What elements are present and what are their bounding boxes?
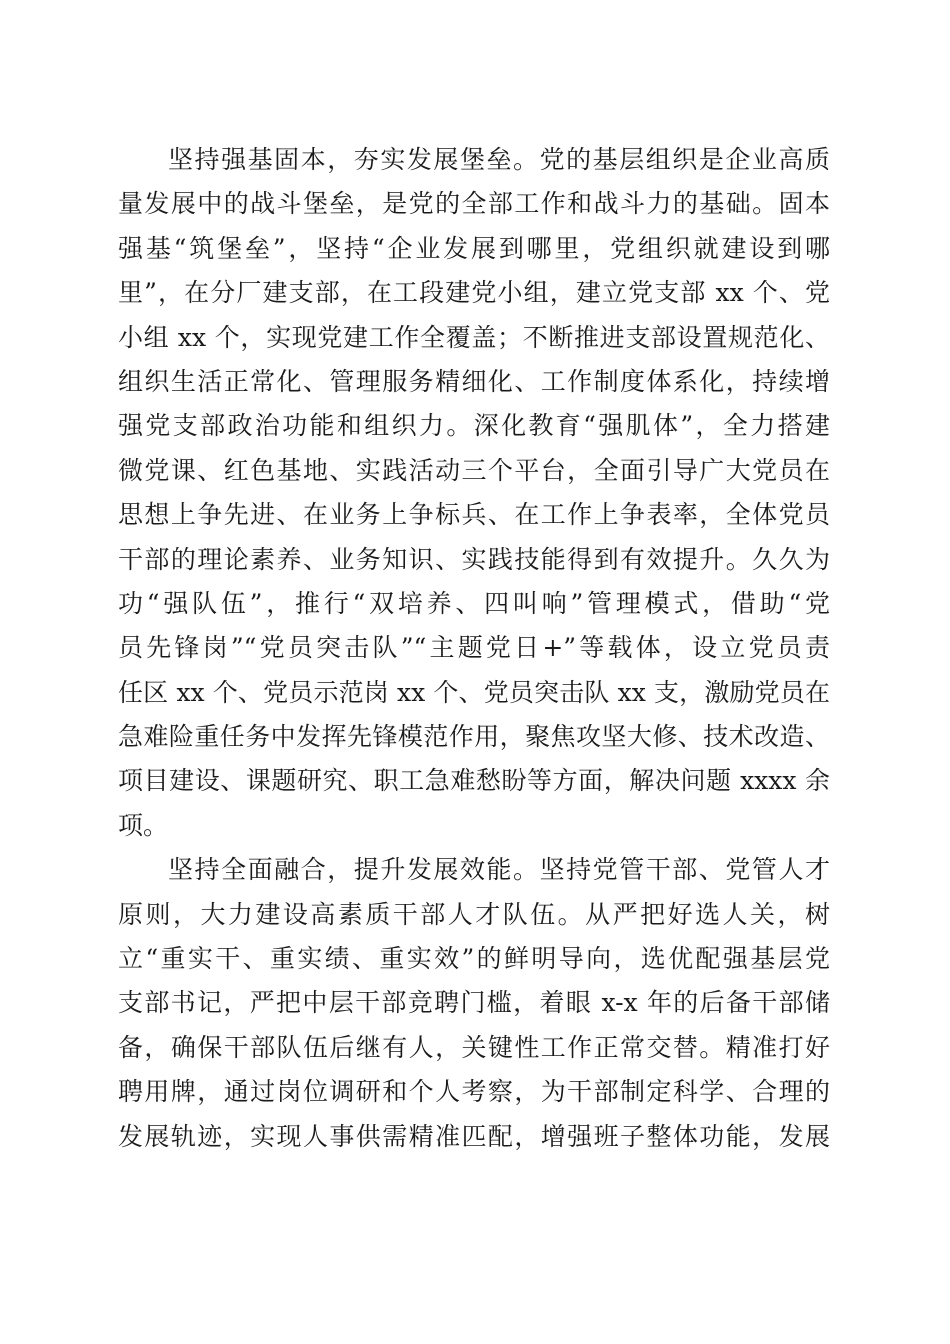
text-line: 功“强队伍”，推行“双培养、四叫响”管理模式，借助“党 [118,588,830,618]
text-line: 强党支部政治功能和组织力。深化教育“强肌体”，全力搭建 [118,411,830,441]
text-line: 备，确保干部队伍后继有人，关键性工作正常交替。精准打好 [118,1032,830,1062]
text-line: 量发展中的战斗堡垒，是党的全部工作和战斗力的基础。固本 [118,189,830,219]
text-line: 思想上争先进、在业务上争标兵、在工作上争表率，全体党员 [118,500,830,530]
paragraph-2 [118,848,830,1159]
text-line: 发展轨迹，实现人事供需精准匹配，增强班子整体功能，发展 [118,1121,830,1151]
text-line: 任区 xx 个、党员示范岗 xx 个、党员突击队 xx 支，激励党员在 [118,677,830,707]
text-line: 微党课、红色基地、实践活动三个平台，全面引导广大党员在 [118,455,830,485]
text-line: 原则，大力建设高素质干部人才队伍。从严把好选人关，树 [118,899,830,929]
text-line: 员先锋岗”“党员突击队”“主题党日+”等载体，设立党员责 [118,633,830,663]
text-line: 里”，在分厂建支部，在工段建党小组，建立党支部 xx 个、党 [118,278,830,308]
text-line: 小组 xx 个，实现党建工作全覆盖；不断推进支部设置规范化、 [118,322,830,352]
text-line: 立“重实干、重实绩、重实效”的鲜明导向，选优配强基层党 [118,944,830,974]
document-body [118,138,830,1159]
text-line: 急难险重任务中发挥先锋模范作用，聚焦攻坚大修、技术改造、 [118,722,830,752]
text-line: 强基“筑堡垒”，坚持“企业发展到哪里，党组织就建设到哪 [118,233,830,263]
text-line: 坚持强基固本，夯实发展堡垒。党的基层组织是企业高质 [168,145,830,174]
text-line: 坚持全面融合，提升发展效能。坚持党管干部、党管人才 [168,855,830,885]
text-line: 聘用牌，通过岗位调研和个人考察，为干部制定科学、合理的 [118,1077,830,1107]
paragraph-1 [118,138,830,848]
text-line: 组织生活正常化、管理服务精细化、工作制度体系化，持续增 [118,366,830,396]
text-line: 支部书记，严把中层干部竞聘门槛，着眼 x-x 年的后备干部储 [118,988,830,1018]
text-line: 项目建设、课题研究、职工急难愁盼等方面，解决问题 xxxx 余 [118,766,830,796]
text-line: 干部的理论素养、业务知识、实践技能得到有效提升。久久为 [118,544,830,574]
text-line: 项。 [118,810,169,840]
